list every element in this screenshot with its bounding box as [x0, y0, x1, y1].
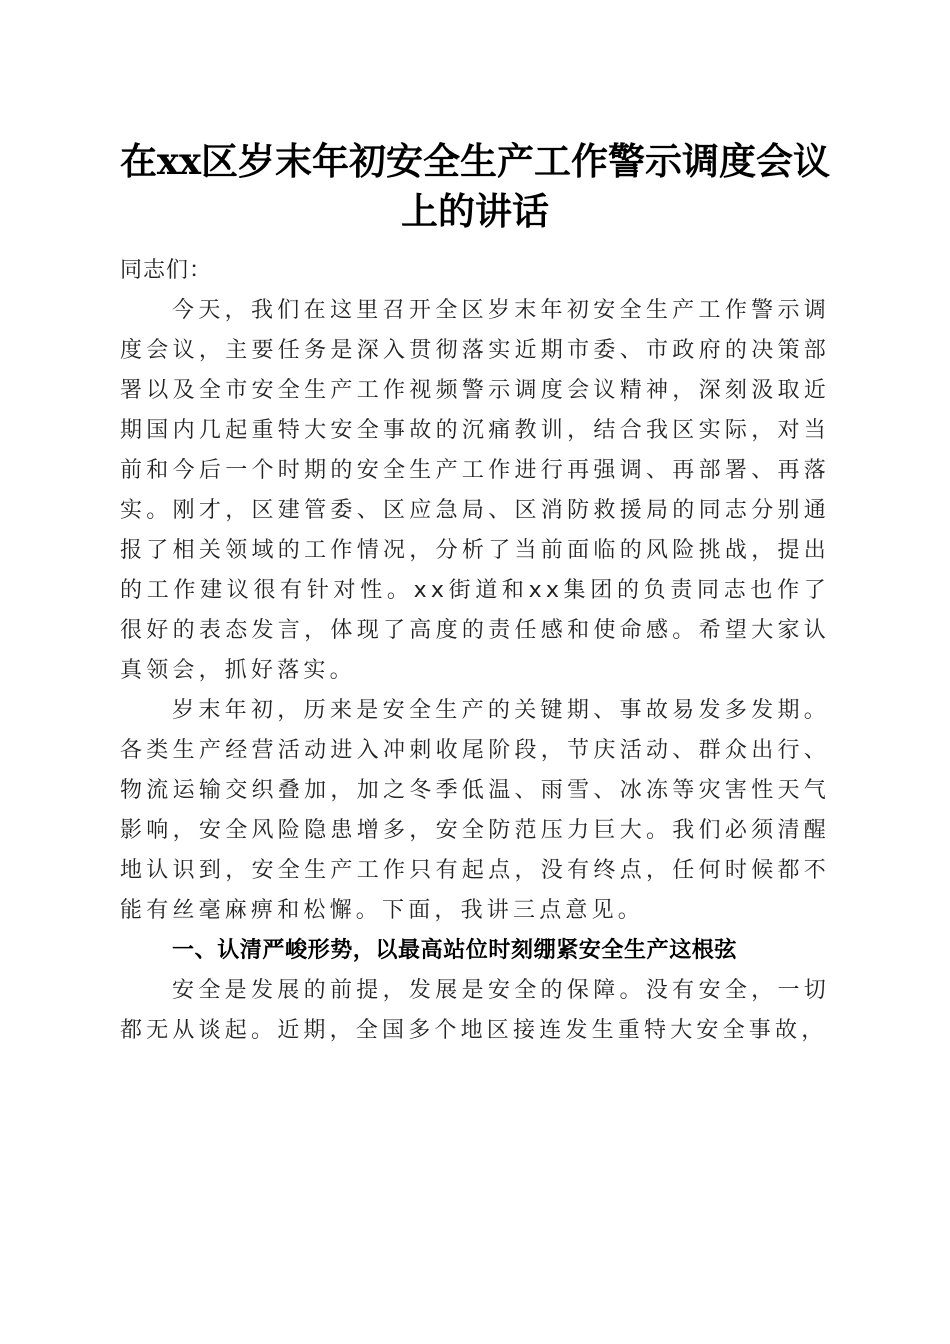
paragraph-2: 岁末年初，历来是安全生产的关键期、事故易发多发期。各类生产经营活动进入冲刺收尾阶段，节庆活动、群众出行、物流运输交织叠加，加之冬季低温、雨雪、冰冻等灾害性天气影响，安全风险隐患增多，安全防范压力巨大。我们必须清醒地认识到，安全生产工作只有起点，没有终点，任何时候都不能有丝毫麻痹和松懈。下面，我讲三点意见。 [120, 698, 830, 923]
title-line-2: 上的讲话 [401, 189, 549, 233]
section-1-paragraph: 安全是发展的前提，发展是安全的保障。没有安全，一切都无从谈起。近期，全国多个地区接连发生重特大安全事故， [120, 978, 830, 1043]
paragraph-1: 今天，我们在这里召开全区岁末年初安全生产工作警示调度会议，主要任务是深入贯彻落实近期市委、市政府的决策部署以及全市安全生产工作视频警示调度会议精神，深刻汲取近期国内几起重特大安全事故的沉痛教训，结合我区实际，对当前和今后一个时期的安全生产工作进行再强调、再部署、再落实。刚才，区建管委、区应急局、区消防救援局的同志分别通报了相关领域的工作情况，分析了当前面临的风险挑战，提出的工作建议很有针对性。xx街道和xx集团的负责同志也作了很好的表态发言，体现了高度的责任感和使命感。希望大家认真领会，抓好落实。 [120, 298, 830, 683]
document-title [100, 136, 850, 236]
title-line-1: 在xx区岁末年初安全生产工作警示调度会议 [119, 139, 831, 183]
document-body [120, 251, 830, 1051]
section-heading-1: 一、认清严峻形势，以最高站位时刻绷紧安全生产这根弦 [172, 938, 738, 963]
greeting: 同志们： [120, 258, 213, 283]
